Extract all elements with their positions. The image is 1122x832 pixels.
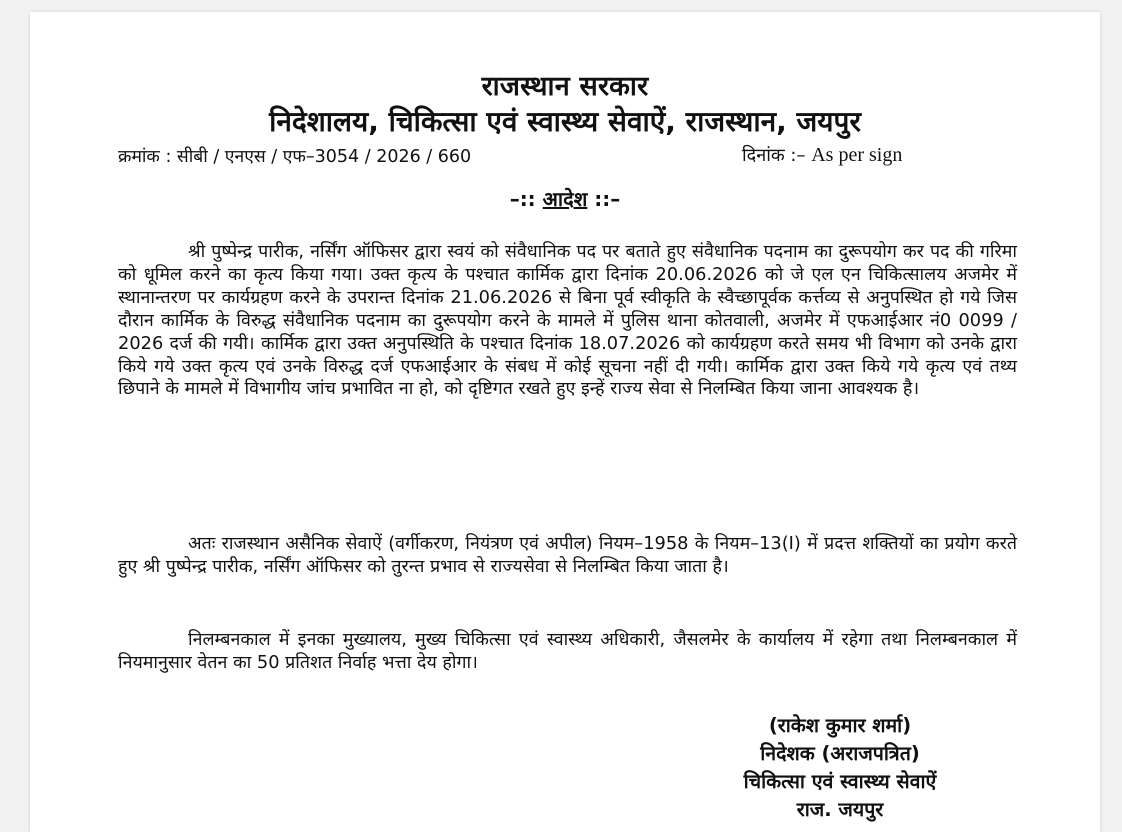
government-heading: राजस्थान सरकार (481, 71, 649, 102)
order-prefix: –:: (509, 187, 536, 211)
department-heading: निदेशालय, चिकित्सा एवं स्वास्थ्य सेवाऐं, राजस्थान, जयपुर (269, 105, 861, 138)
document-page (30, 12, 1100, 832)
order-paragraph-3: निलम्बनकाल में इनका मुख्यालय, मुख्य चिकित्सा एवं स्वास्थ्य अधिकारी, जैसलमेर के कार्यालय में रहेगा तथा निलम्बनकाल में नियमानुसार वेतन का 50 प्रतिशत निर्वाह भत्ता देय होगा। (118, 629, 1017, 673)
signatory-department: चिकित्सा एवं स्वास्थ्य सेवाऐं (743, 770, 937, 793)
signatory-location: राज. जयपुर (796, 798, 884, 821)
order-suffix: ::– (594, 187, 621, 211)
signatory-name: (राकेश कुमार शर्मा) (768, 714, 912, 737)
order-paragraph-2: अतः राजस्थान असैनिक सेवाऐं (वर्गीकरण, नियंत्रण एवं अपील) नियम–1958 के नियम–13(I) में प्रदत्त शक्तियों का प्रयोग करते हुए श्री पुष्पेन्द्र पारीक, नर्सिंग ऑफिसर को तुरन्त प्रभाव से राज्यसेवा से निलम्बित किया जाता है। (118, 533, 1017, 577)
signature-block (690, 712, 990, 824)
date-label: दिनांक :– (742, 145, 806, 166)
order-heading (30, 185, 1100, 212)
signatory-designation: निदेशक (अराजपत्रित) (760, 742, 920, 765)
order-paragraph-1: श्री पुष्पेन्द्र पारीक, नर्सिंग ऑफिसर द्वारा स्वयं को संवैधानिक पद पर बताते हुए संवैधानिक पदनाम का दुरूपयोग कर पद की गरिमा को धूमिल करने का कृत्य किया गया। उक्त कृत्य के पश्चात कार्मिक द्वारा दिनांक 20.06.2026 को जे एल एन चिकित्सालय अजमेर में स्थानान्तरण पर कार्यग्रहण करने के उपरान्त दिनांक 21.06.2026 से बिना पूर्व स्वीकृति के स्वैच्छापूर्वक कर्त्तव्य से अनुपस्थित हो गये जिस दौरान कार्मिक के विरुद्ध संवैधानिक पदनाम का दुरूपयोग करने के मामले में पुलिस थाना कोतवाली, अजमेर में एफआईआर नं0 0099 / 2026 दर्ज की गयी। कार्मिक द्वारा उक्त अनुपस्थिति के पश्चात दिनांक 18.07.2026 को कार्यग्रहण करते समय भी विभाग को उनके द्वारा किये गये उक्त कृत्य एवं उनके विरुद्ध दर्ज एफआईआर के संबध में कोई सूचना नहीं दी गयी। कार्मिक द्वारा उक्त किये गये कृत्य एवं तथ्य छिपाने के मामले में विभागीय जांच प्रभावित ना हो, को दृष्टिगत रखते हुए इन्हें राज्य सेवा से निलम्बित किया जाना आवश्यक है। (118, 241, 1017, 400)
date-value: As per sign (811, 144, 903, 166)
reference-number: क्रमांक : सीबी / एनएस / एफ–3054 / 2026 / 660 (118, 147, 472, 167)
order-title: आदेश (542, 187, 588, 211)
date-line (742, 143, 902, 167)
